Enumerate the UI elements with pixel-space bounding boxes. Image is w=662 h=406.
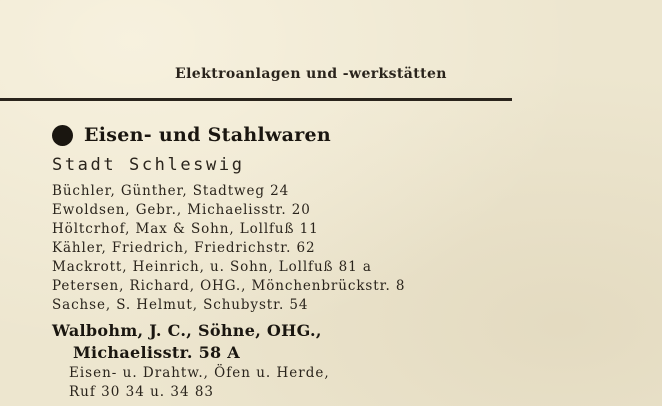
header-rule [0,98,512,101]
filled-circle-icon [52,125,73,146]
list-item: Sachse, S. Helmut, Schubystr. 54 [52,297,309,313]
list-item: Ewoldsen, Gebr., Michaelisstr. 20 [52,202,311,218]
list-item: Mackrott, Heinrich, u. Sohn, Lollfuß 81 a [52,259,372,275]
featured-entry-phone: Ruf 30 34 u. 34 83 [69,384,215,400]
list-item: Kähler, Friedrich, Friedrichstr. 62 [52,240,316,256]
featured-entry-address: Michaelisstr. 58 A [73,343,241,362]
running-head: Elektroanlagen und -werkstätten [175,66,447,82]
list-item: Petersen, Richard, OHG., Mönchenbrückstr. 8 [52,278,406,294]
list-item: Höltcrhof, Max & Sohn, Lollfuß 11 [52,221,319,237]
featured-entry-name: Walbohm, J. C., Söhne, OHG., [52,321,322,340]
section-heading [52,122,331,148]
featured-entry-description: Eisen- u. Drahtw., Öfen u. Herde, [69,365,330,381]
section-title: Eisen- und Stahlwaren [84,124,332,146]
city-heading: Stadt Schleswig [52,155,245,175]
entry-list [52,182,405,315]
featured-entry [52,320,330,402]
list-item: Büchler, Günther, Stadtweg 24 [52,183,290,199]
